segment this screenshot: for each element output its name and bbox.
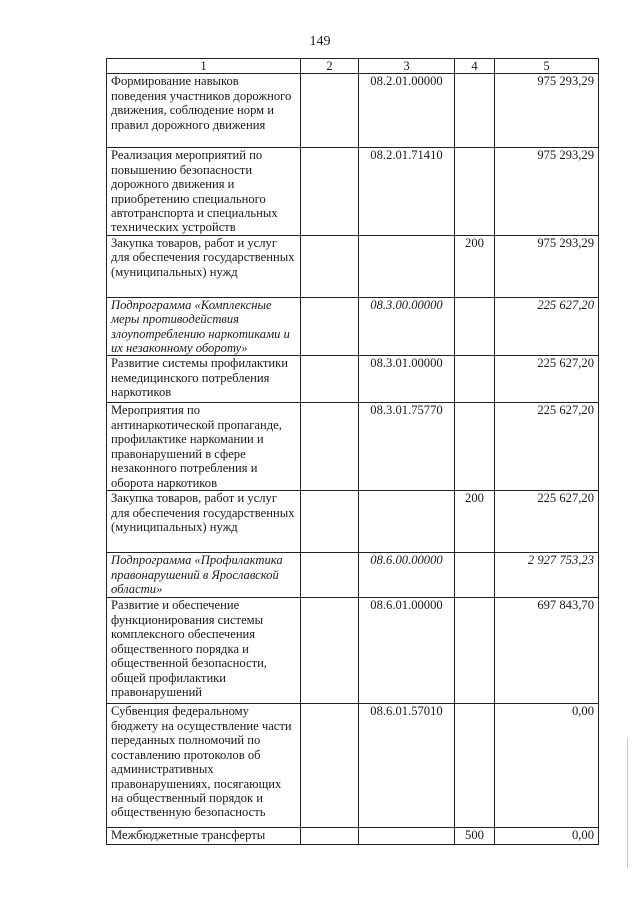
row-col2 <box>301 704 359 828</box>
row-code: 08.3.01.75770 <box>359 403 455 491</box>
column-header-name: 1 <box>107 59 301 74</box>
budget-table <box>106 58 599 845</box>
column-header-code: 3 <box>359 59 455 74</box>
table-row <box>107 704 599 828</box>
row-amount: 225 627,20 <box>495 297 599 356</box>
row-code: 08.3.01.00000 <box>359 356 455 403</box>
row-code <box>359 828 455 845</box>
table-header-row <box>107 59 599 74</box>
row-type <box>455 297 495 356</box>
row-col2 <box>301 356 359 403</box>
column-header-amount: 5 <box>495 59 599 74</box>
row-name: Закупка товаров, работ и услуг для обеспечения государственных (муниципальных) нужд <box>107 491 301 553</box>
row-col2 <box>301 553 359 598</box>
row-name: Мероприятия по антинаркотической пропаганде, профилактике наркомании и правонарушений в сфере незаконного потребления и оборота наркотиков <box>107 403 301 491</box>
column-header-2: 2 <box>301 59 359 74</box>
row-code <box>359 235 455 297</box>
row-code: 08.2.01.71410 <box>359 148 455 235</box>
row-type <box>455 148 495 235</box>
row-code <box>359 491 455 553</box>
row-amount: 2 927 753,23 <box>495 553 599 598</box>
row-name: Развитие системы профилактики немедицинского потребления наркотиков <box>107 356 301 403</box>
table-row <box>107 403 599 491</box>
row-amount: 225 627,20 <box>495 356 599 403</box>
row-code: 08.6.00.00000 <box>359 553 455 598</box>
table-row <box>107 356 599 403</box>
row-col2 <box>301 297 359 356</box>
row-amount: 975 293,29 <box>495 74 599 148</box>
row-name: Подпрограмма «Комплексные меры противодействия злоупотреблению наркотиками и их незаконному обороту» <box>107 297 301 356</box>
row-col2 <box>301 74 359 148</box>
row-name: Формирование навыков поведения участников дорожного движения, соблюдение норм и правил дорожного движения <box>107 74 301 148</box>
table-row <box>107 297 599 356</box>
row-code: 08.6.01.57010 <box>359 704 455 828</box>
row-type: 200 <box>455 235 495 297</box>
row-amount: 225 627,20 <box>495 403 599 491</box>
row-type: 200 <box>455 491 495 553</box>
row-name: Развитие и обеспечение функционирования системы комплексного обеспечения общественного порядка и общественной безопасности, общей профилактики правонарушений <box>107 598 301 704</box>
row-col2 <box>301 491 359 553</box>
row-col2 <box>301 403 359 491</box>
table-row <box>107 74 599 148</box>
table-row <box>107 553 599 598</box>
row-amount: 225 627,20 <box>495 491 599 553</box>
row-type <box>455 704 495 828</box>
row-col2 <box>301 598 359 704</box>
scan-edge-mark <box>627 738 628 868</box>
row-code: 08.6.01.00000 <box>359 598 455 704</box>
row-name: Реализация мероприятий по повышению безопасности дорожного движения и приобретению специального автотранспорта и специальных технических устройств <box>107 148 301 235</box>
row-type <box>455 598 495 704</box>
column-header-type: 4 <box>455 59 495 74</box>
row-type: 500 <box>455 828 495 845</box>
page-number: 149 <box>309 34 331 49</box>
row-code: 08.3.00.00000 <box>359 297 455 356</box>
row-name: Субвенция федеральному бюджету на осуществление части переданных полномочий по составлению протоколов об административных правонарушениях, посягающих на общественный порядок и общественную безопасность <box>107 704 301 828</box>
row-name: Межбюджетные трансферты <box>107 828 301 845</box>
table-row <box>107 828 599 845</box>
row-amount: 975 293,29 <box>495 235 599 297</box>
row-type <box>455 553 495 598</box>
table-row <box>107 235 599 297</box>
row-type <box>455 74 495 148</box>
row-col2 <box>301 828 359 845</box>
row-col2 <box>301 148 359 235</box>
row-type <box>455 403 495 491</box>
table-row <box>107 598 599 704</box>
row-amount: 975 293,29 <box>495 148 599 235</box>
row-amount: 697 843,70 <box>495 598 599 704</box>
row-amount: 0,00 <box>495 704 599 828</box>
table-row <box>107 491 599 553</box>
row-amount: 0,00 <box>495 828 599 845</box>
row-code: 08.2.01.00000 <box>359 74 455 148</box>
row-type <box>455 356 495 403</box>
row-name: Закупка товаров, работ и услуг для обеспечения государственных (муниципальных) нужд <box>107 235 301 297</box>
row-col2 <box>301 235 359 297</box>
table-row <box>107 148 599 235</box>
row-name: Подпрограмма «Профилактика правонарушений в Ярославской области» <box>107 553 301 598</box>
